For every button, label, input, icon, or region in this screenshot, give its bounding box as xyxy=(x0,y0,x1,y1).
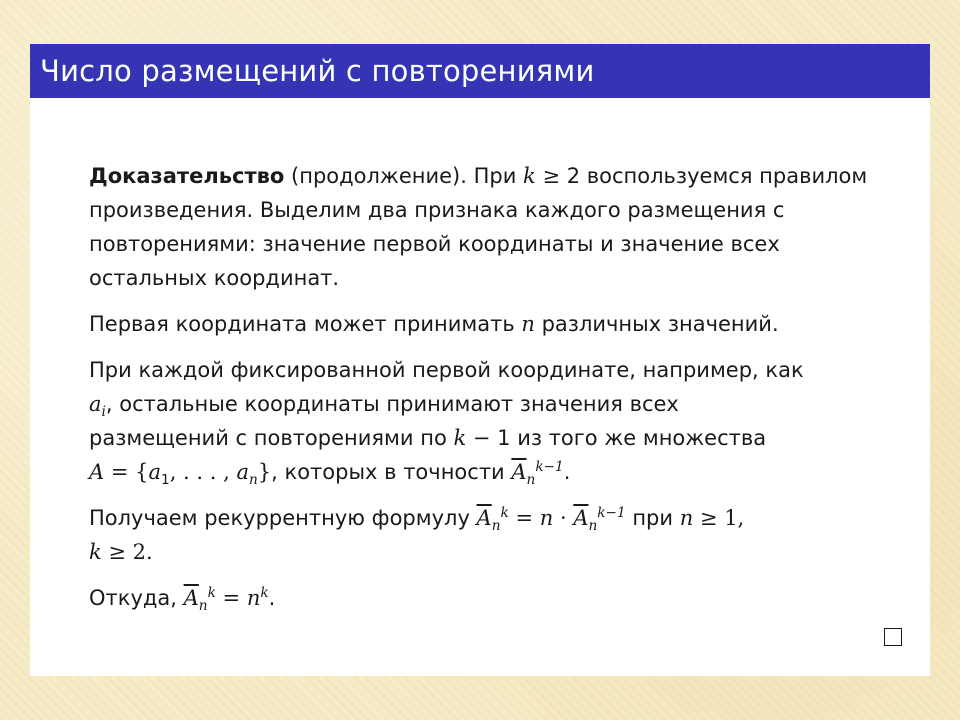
math-a: a xyxy=(236,460,249,484)
text: Первая координата может принимать xyxy=(89,312,522,336)
text: . xyxy=(268,586,276,610)
slide xyxy=(30,44,930,676)
math-subscript: i xyxy=(101,404,106,421)
text: , остальные координаты принимают значения всех xyxy=(105,392,679,416)
proof-text: воспользуемся xyxy=(580,164,753,188)
paragraph-fixed-coordinate xyxy=(89,353,879,489)
math-set-open: = { xyxy=(104,460,149,484)
qed-square-icon xyxy=(884,628,902,646)
text: размещений с повторениями по xyxy=(89,426,454,450)
math-set-close: } xyxy=(257,460,272,484)
math-ge: ≥ 2. xyxy=(101,540,153,564)
text: При каждой фиксированной первой координате, например, как xyxy=(89,358,804,382)
paragraph-conclusion xyxy=(89,581,879,615)
math-a: a xyxy=(148,460,162,484)
math-superscript: k xyxy=(500,505,509,521)
math-superscript: k−1 xyxy=(535,459,564,475)
math-minus: − xyxy=(466,426,498,450)
math-A-bar: $\overline{A}$ xyxy=(573,506,589,530)
math-A-bar: $\overline{A}$ xyxy=(511,460,527,484)
proof-lead: Доказательство xyxy=(89,164,285,188)
text: из того же множества xyxy=(510,426,767,450)
math-ge: ≥ xyxy=(535,164,567,188)
text: , которых в точности xyxy=(271,460,512,484)
math-n: n xyxy=(246,586,261,610)
math-A-bar: $\overline{A}$ xyxy=(476,506,492,530)
math-n: n xyxy=(679,506,694,530)
proof-text: (продолжение). При xyxy=(284,164,524,188)
paragraph-first-coordinate xyxy=(89,307,879,341)
math-subscript: 1 xyxy=(161,472,170,489)
text: . xyxy=(563,460,571,484)
math-n: n xyxy=(539,506,554,530)
math-subscript: n xyxy=(249,472,258,489)
proof-text: правилом произведения. Выделим два признака каждого размещения с повторениями: значение первой координаты и значение всех остальных координат. xyxy=(89,164,868,290)
math-subscript: n xyxy=(526,472,536,489)
math-dots: , . . . , xyxy=(169,460,237,484)
math-superscript: k−1 xyxy=(597,505,626,521)
math-subscript: n xyxy=(198,598,208,615)
math-n: n xyxy=(521,312,535,336)
math-two: 2 xyxy=(566,164,581,188)
math-superscript: k xyxy=(260,585,269,601)
math-subscript: n xyxy=(491,518,501,535)
text: различных значений. xyxy=(534,312,779,336)
slide-title: Число размещений с повторениями xyxy=(40,54,595,88)
text: Получаем рекуррентную формулу xyxy=(89,506,477,530)
math-k: k xyxy=(523,164,536,188)
math-dot: · xyxy=(553,506,574,530)
text: при xyxy=(625,506,680,530)
math-one: 1 xyxy=(497,426,511,450)
paragraph-recurrence xyxy=(89,501,879,569)
text: Откуда, xyxy=(89,586,184,610)
math-eq: = xyxy=(508,506,540,530)
math-a: a xyxy=(89,392,102,416)
paragraph-proof xyxy=(89,159,879,295)
math-A-bar: $\overline{A}$ xyxy=(183,586,199,610)
math-superscript: k xyxy=(207,585,216,601)
title-bar xyxy=(30,44,930,98)
math-A: A xyxy=(89,460,105,484)
math-ge: ≥ 1, xyxy=(693,506,745,530)
math-subscript: n xyxy=(588,518,598,535)
math-eq: = xyxy=(215,586,247,610)
slide-body xyxy=(89,159,879,627)
math-k: k xyxy=(453,426,467,450)
math-k: k xyxy=(89,540,102,564)
